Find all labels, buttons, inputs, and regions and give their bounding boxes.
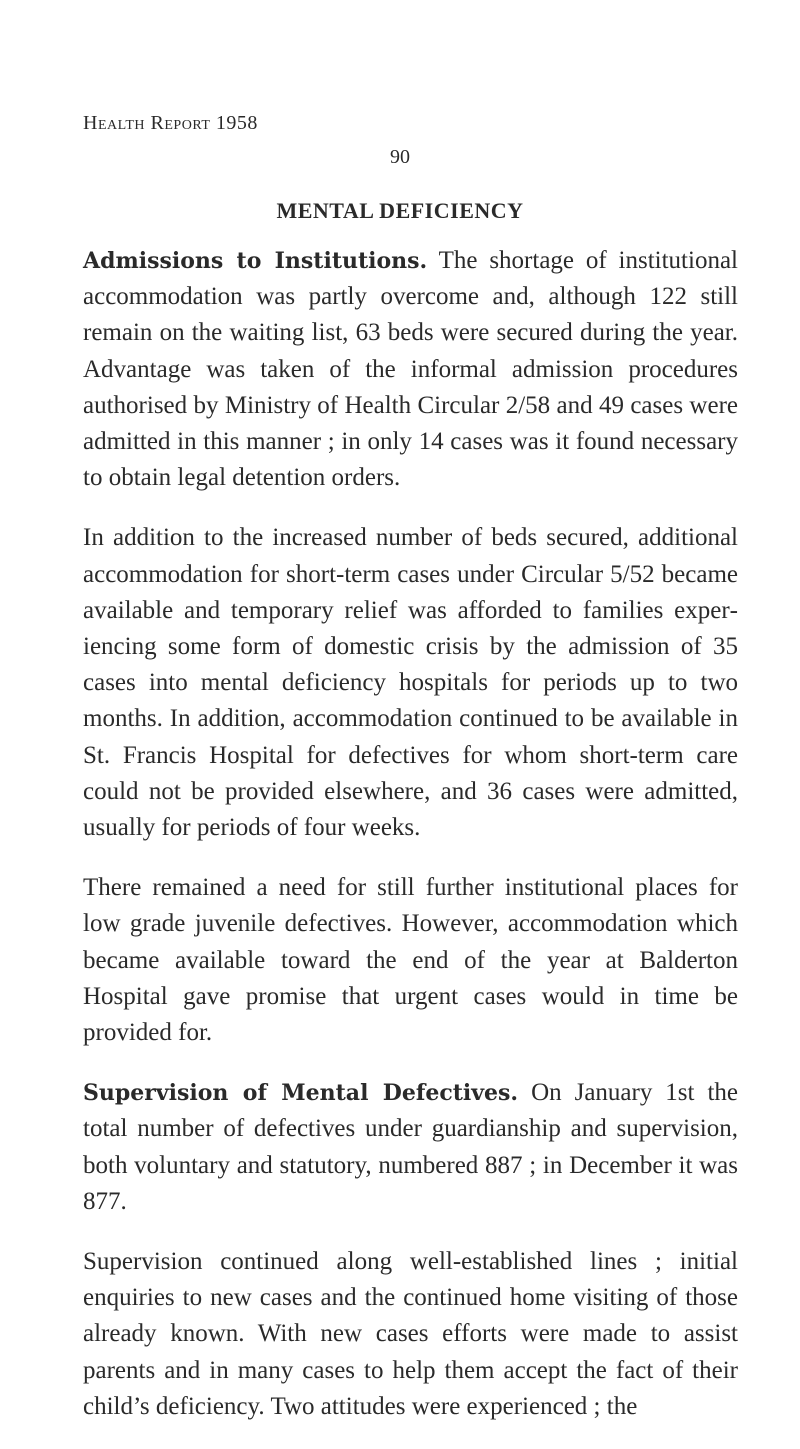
run-in-heading-supervision: Supervision of Mental Defectives. xyxy=(83,1080,519,1107)
run-in-heading-admissions: Admissions to Institutions. xyxy=(83,248,428,274)
body-text xyxy=(83,243,738,1449)
section-title: MENTAL DEFICIENCY xyxy=(276,198,524,223)
paragraph-juvenile-places xyxy=(83,870,738,1051)
paragraph-text: The shortage of institutional accommodation was partly overcome and, although 122 still remain on the waiting list, 63 beds were secured during the year. Advantage was taken of the informal admission procedures authorised by Ministry of Health Circular 2/58 and 49 cases were admitted in this manner ; in only 14 cases was it found necessary to obtain legal detention orders. xyxy=(83,247,738,492)
running-head: Health Report 1958 xyxy=(83,112,258,134)
paragraph-admissions xyxy=(83,243,738,496)
paragraph-text: Supervision continued along well-established lines ; initial enquiries to new cases and the continued home visiting of those already known. With new cases efforts were made to assist parents and in many cases to help them accept the fact of their child’s deficiency. Two attitudes were experienced ; the xyxy=(83,1248,738,1420)
paragraph-additional-accommodation xyxy=(83,520,738,846)
page-number: 90 xyxy=(390,146,410,168)
paragraph-text: On January 1st the total number of defectives under guardianship and supervision, both voluntary and statutory, numbered 887 ; in December it was 877. xyxy=(83,1079,738,1215)
paragraph-text: In addition to the increased number of beds secured, additional accommodation for short-term cases under Circular 5/52 became available and temporary relief was afforded to families experiencing some form of domestic crisis by the admission of 35 cases into mental deficiency hospitals for periods up to two months. In addition, accommodation continued to be available in St. Francis Hospital for defectives for whom short-term care could not be provided elsewhere, and 36 cases were admitted, usually for periods of four weeks. xyxy=(83,524,738,842)
paragraph-supervision-continued xyxy=(83,1244,738,1425)
paragraph-supervision xyxy=(83,1075,738,1220)
paragraph-text: There remained a need for still further institutional places for low grade juvenile defectives. However, accommodation which became available toward the end of the year at Balderton Hospital gave promise that urgent cases would in time be provided for. xyxy=(83,874,738,1047)
